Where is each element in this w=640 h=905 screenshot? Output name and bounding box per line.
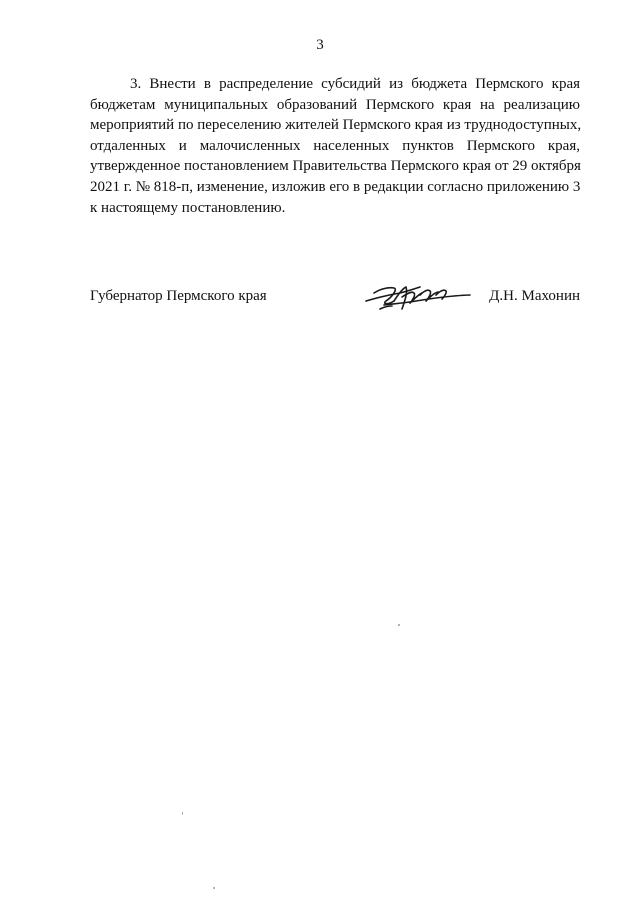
paragraph-line: отдаленных и малочисленных населенных пунктов Пермского края,	[90, 137, 580, 154]
paragraph-line: мероприятий по переселению жителей Пермского края из труднодоступных,	[90, 117, 582, 134]
paragraph-line: бюджетам муниципальных образований Пермского края на реализацию	[90, 96, 580, 113]
signer-title: Губернатор Пермского края	[90, 288, 267, 304]
signature-block	[90, 285, 580, 325]
paragraph-line: 3. Внести в распределение субсидий из бюджета Пермского края	[130, 76, 580, 92]
scan-speck	[213, 887, 215, 889]
scan-speck	[182, 812, 183, 815]
paragraph-item-3	[90, 74, 580, 218]
signer-name: Д.Н. Махонин	[489, 288, 580, 304]
paragraph-line: 2021 г. № 818-п, изменение, изложив его в редакции согласно приложению 3	[90, 178, 581, 195]
page-number: 3	[316, 37, 324, 53]
paragraph-line: к настоящему постановлению.	[90, 199, 286, 216]
scan-speck	[398, 624, 400, 626]
paragraph-line: утвержденное постановлением Правительства Пермского края от 29 октября	[90, 158, 581, 175]
handwritten-signature	[362, 279, 472, 315]
